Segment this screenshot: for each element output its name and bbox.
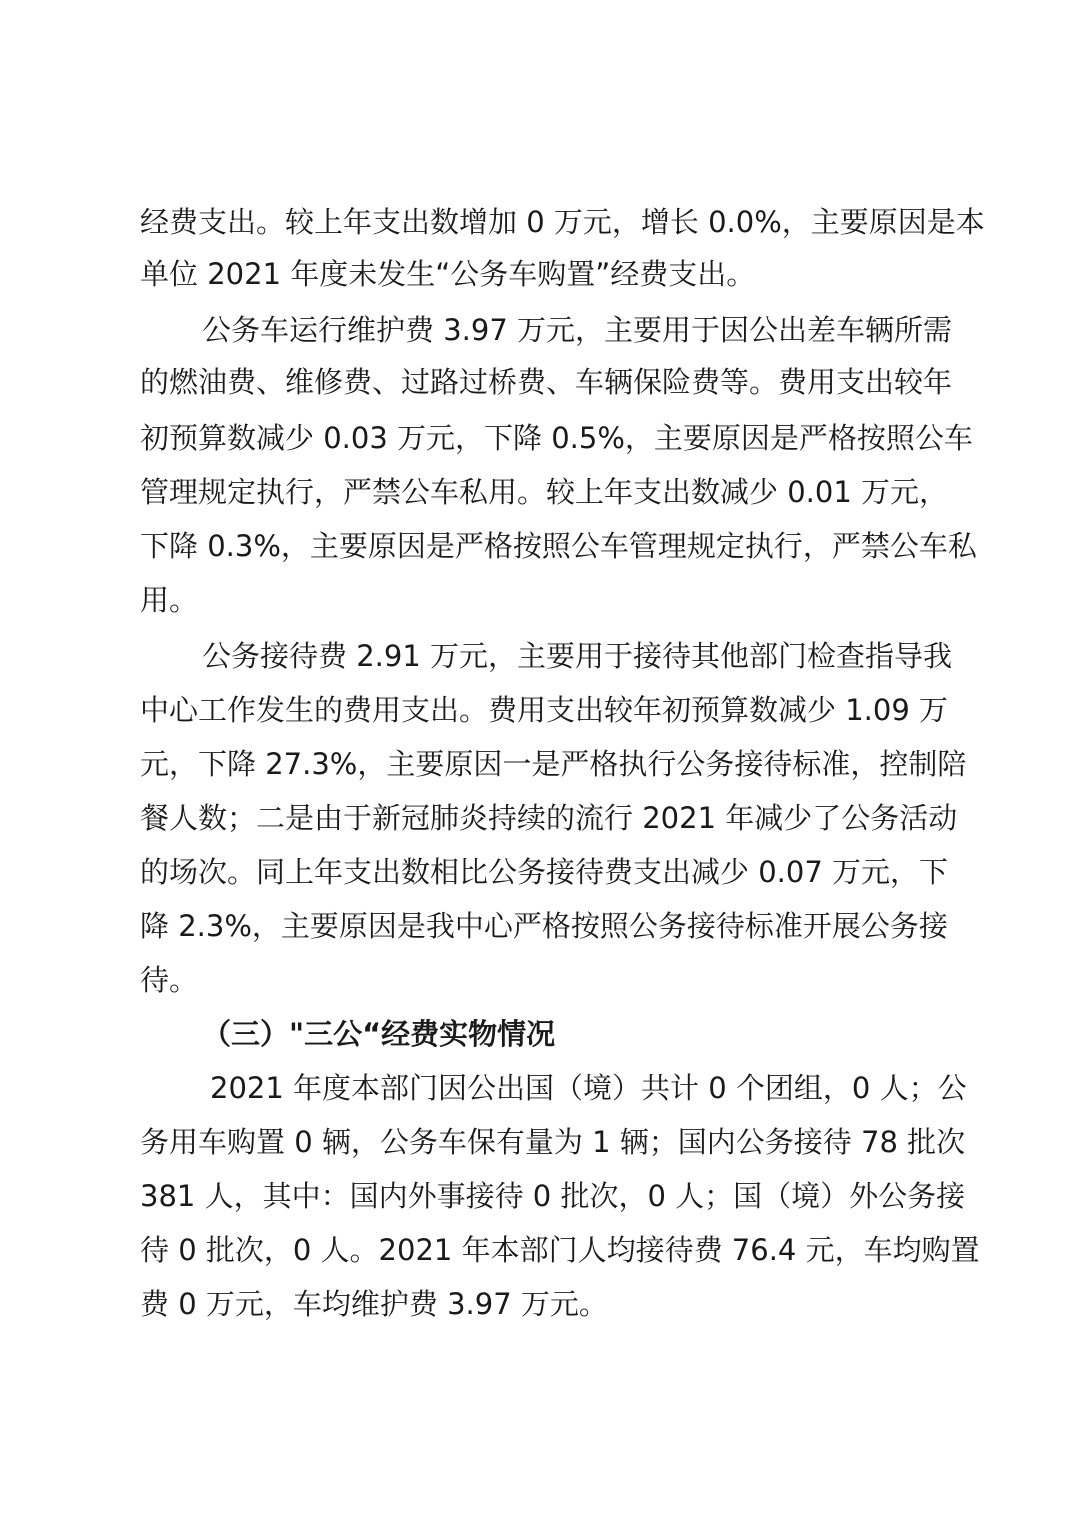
section-heading: （三）"三公“经费实物情况 [202, 1017, 556, 1051]
final-paragraph-line-3: 381 人，其中：国内外事接待 0 批次，0 人；国（境）外公务接 [140, 1179, 966, 1213]
paragraph-2-line-1: 公务车运行维护费 3.97 万元，主要用于因公出差车辆所需 [202, 313, 953, 347]
final-paragraph-line-5: 费 0 万元，车均维护费 3.97 万元。 [140, 1287, 608, 1321]
paragraph-2-line-3: 初预算数减少 0.03 万元，下降 0.5%，主要原因是严格按照公车 [140, 421, 973, 455]
paragraph-1-line-1: 经费支出。较上年支出数增加 0 万元，增长 0.0%，主要原因是本 [140, 205, 985, 239]
paragraph-2-line-2: 的燃油费、维修费、过路过桥费、车辆保险费等。费用支出较年 [140, 365, 953, 399]
paragraph-2-line-4: 管理规定执行，严禁公车私用。较上年支出数减少 0.01 万元， [140, 475, 949, 509]
paragraph-3-line-7: 待。 [140, 963, 199, 997]
final-paragraph-line-4: 待 0 批次，0 人。2021 年本部门人均接待费 76.4 元，车均购置 [140, 1233, 980, 1267]
final-paragraph-line-2: 务用车购置 0 辆，公务车保有量为 1 辆；国内公务接待 78 批次 [140, 1125, 966, 1159]
paragraph-3-line-5: 的场次。同上年支出数相比公务接待费支出减少 0.07 万元，下 [140, 855, 949, 889]
paragraph-2-line-5: 下降 0.3%，主要原因是严格按照公车管理规定执行，严禁公车私 [140, 529, 977, 563]
paragraph-3-line-6: 降 2.3%，主要原因是我中心严格按照公务接待标准开展公务接 [140, 909, 948, 943]
paragraph-3-line-2: 中心工作发生的费用支出。费用支出较年初预算数减少 1.09 万 [140, 693, 949, 727]
paragraph-3-line-4: 餐人数；二是由于新冠肺炎持续的流行 2021 年减少了公务活动 [140, 801, 958, 835]
paragraph-3-line-3: 元，下降 27.3%，主要原因一是严格执行公务接待标准，控制陪 [140, 747, 967, 781]
paragraph-3-line-1: 公务接待费 2.91 万元，主要用于接待其他部门检查指导我 [202, 639, 953, 673]
paragraph-1-line-2: 单位 2021 年度未发生“公务车购置”经费支出。 [140, 257, 756, 291]
paragraph-2-line-6: 用。 [140, 583, 199, 617]
final-paragraph-line-1: 2021 年度本部门因公出国（境）共计 0 个团组，0 人；公 [210, 1071, 967, 1105]
